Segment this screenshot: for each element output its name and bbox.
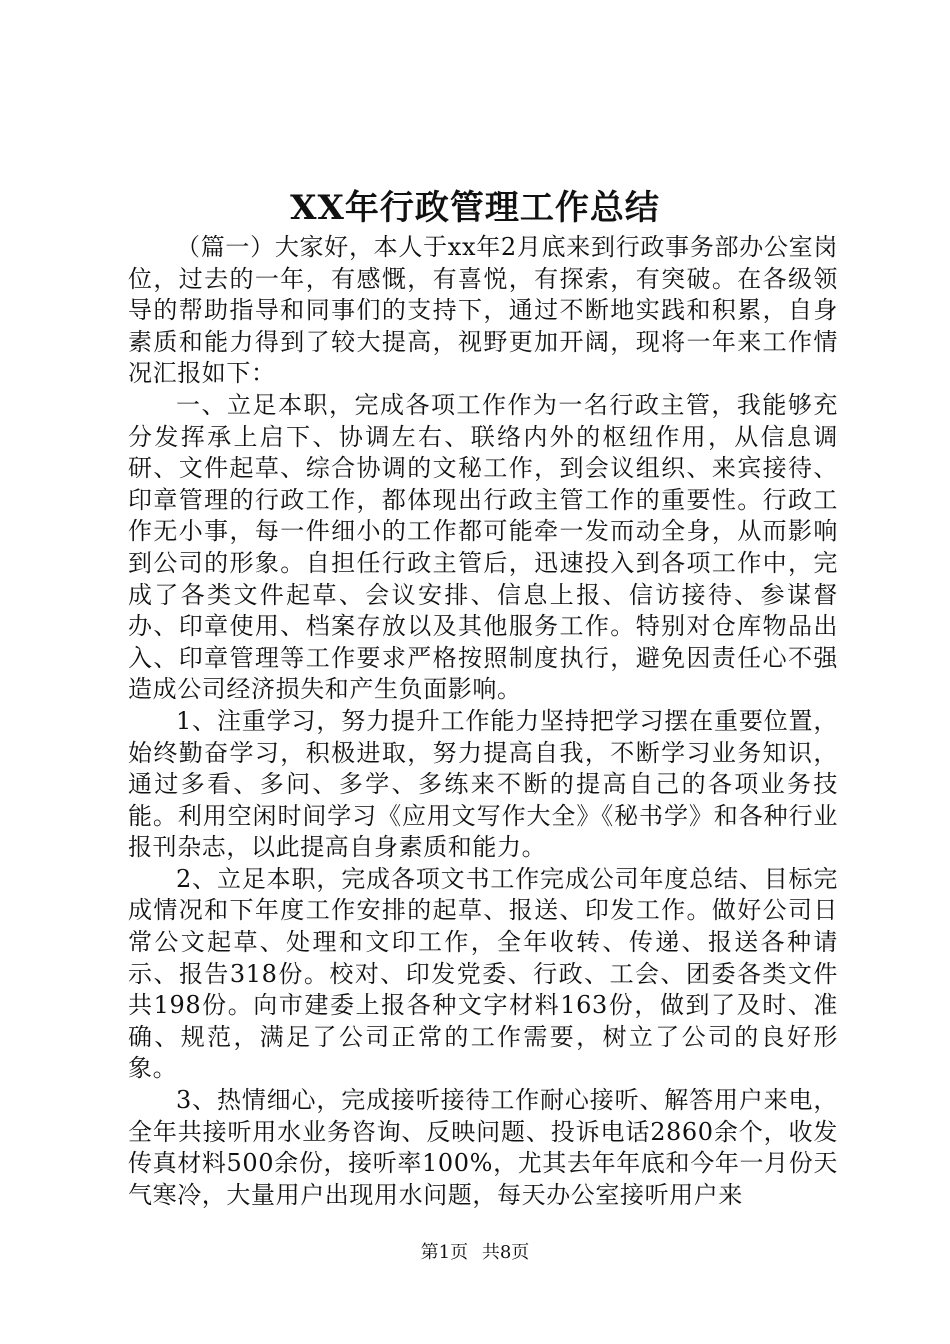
paragraph-item-2: 2、立足本职，完成各项文书工作完成公司年度总结、目标完成情况和下年度工作安排的起草、报送、印发工作。做好公司日常公文起草、处理和文印工作，全年收转、传递、报送各种请示、报告318份。校对、印发党委、行政、工会、团委各类文件共198份。向市建委上报各种文字材料163份，做到了及时、准确、规范，满足了公司正常的工作需要，树立了公司的良好形象。 — [128, 864, 838, 1083]
page-footer — [0, 1240, 950, 1266]
paragraph-section-1: 一、立足本职，完成各项工作作为一名行政主管，我能够充分发挥承上启下、协调左右、联络内外的枢纽作用，从信息调研、文件起草、综合协调的文秘工作，到会议组织、来宾接待、印章管理的行政工作，都体现出行政主管工作的重要性。行政工作无小事，每一件细小的工作都可能牵一发而动全身，从而影响到公司的形象。自担任行政主管后，迅速投入到各项工作中，完成了各类文件起草、会议安排、信息上报、信访接待、参谋督办、印章使用、档案存放以及其他服务工作。特别对仓库物品出入、印章管理等工作要求严格按照制度执行，避免因责任心不强造成公司经济损失和产生负面影响。 — [128, 390, 838, 704]
page-total: 共8页 — [481, 1242, 530, 1263]
paragraph-item-1: 1、注重学习，努力提升工作能力坚持把学习摆在重要位置，始终勤奋学习，积极进取，努力提高自我，不断学习业务知识，通过多看、多问、多学、多练来不断的提高自己的各项业务技能。利用空闲时间学习《应用文写作大全》《秘书学》和各种行业报刊杂志，以此提高自身素质和能力。 — [128, 706, 838, 862]
paragraph-intro: （篇一）大家好，本人于xx年2月底来到行政事务部办公室岗位，过去的一年，有感慨，有喜悦，有探索，有突破。在各级领导的帮助指导和同事们的支持下，通过不断地实践和积累，自身素质和能力得到了较大提高，视野更加开阔，现将一年来工作情况汇报如下： — [128, 233, 838, 388]
paragraph-item-3: 3、热情细心，完成接听接待工作耐心接听、解答用户来电，全年共接听用水业务咨询、反映问题、投诉电话2860余个，收发传真材料500余份，接听率100%，尤其去年年底和今年一月份天气寒冷，大量用户出现用水问题，每天办公室接听用户来 — [128, 1086, 838, 1209]
document-body — [128, 232, 838, 1211]
document-title: XX年行政管理工作总结 — [290, 188, 660, 228]
page-number: 第1页 — [420, 1242, 469, 1263]
